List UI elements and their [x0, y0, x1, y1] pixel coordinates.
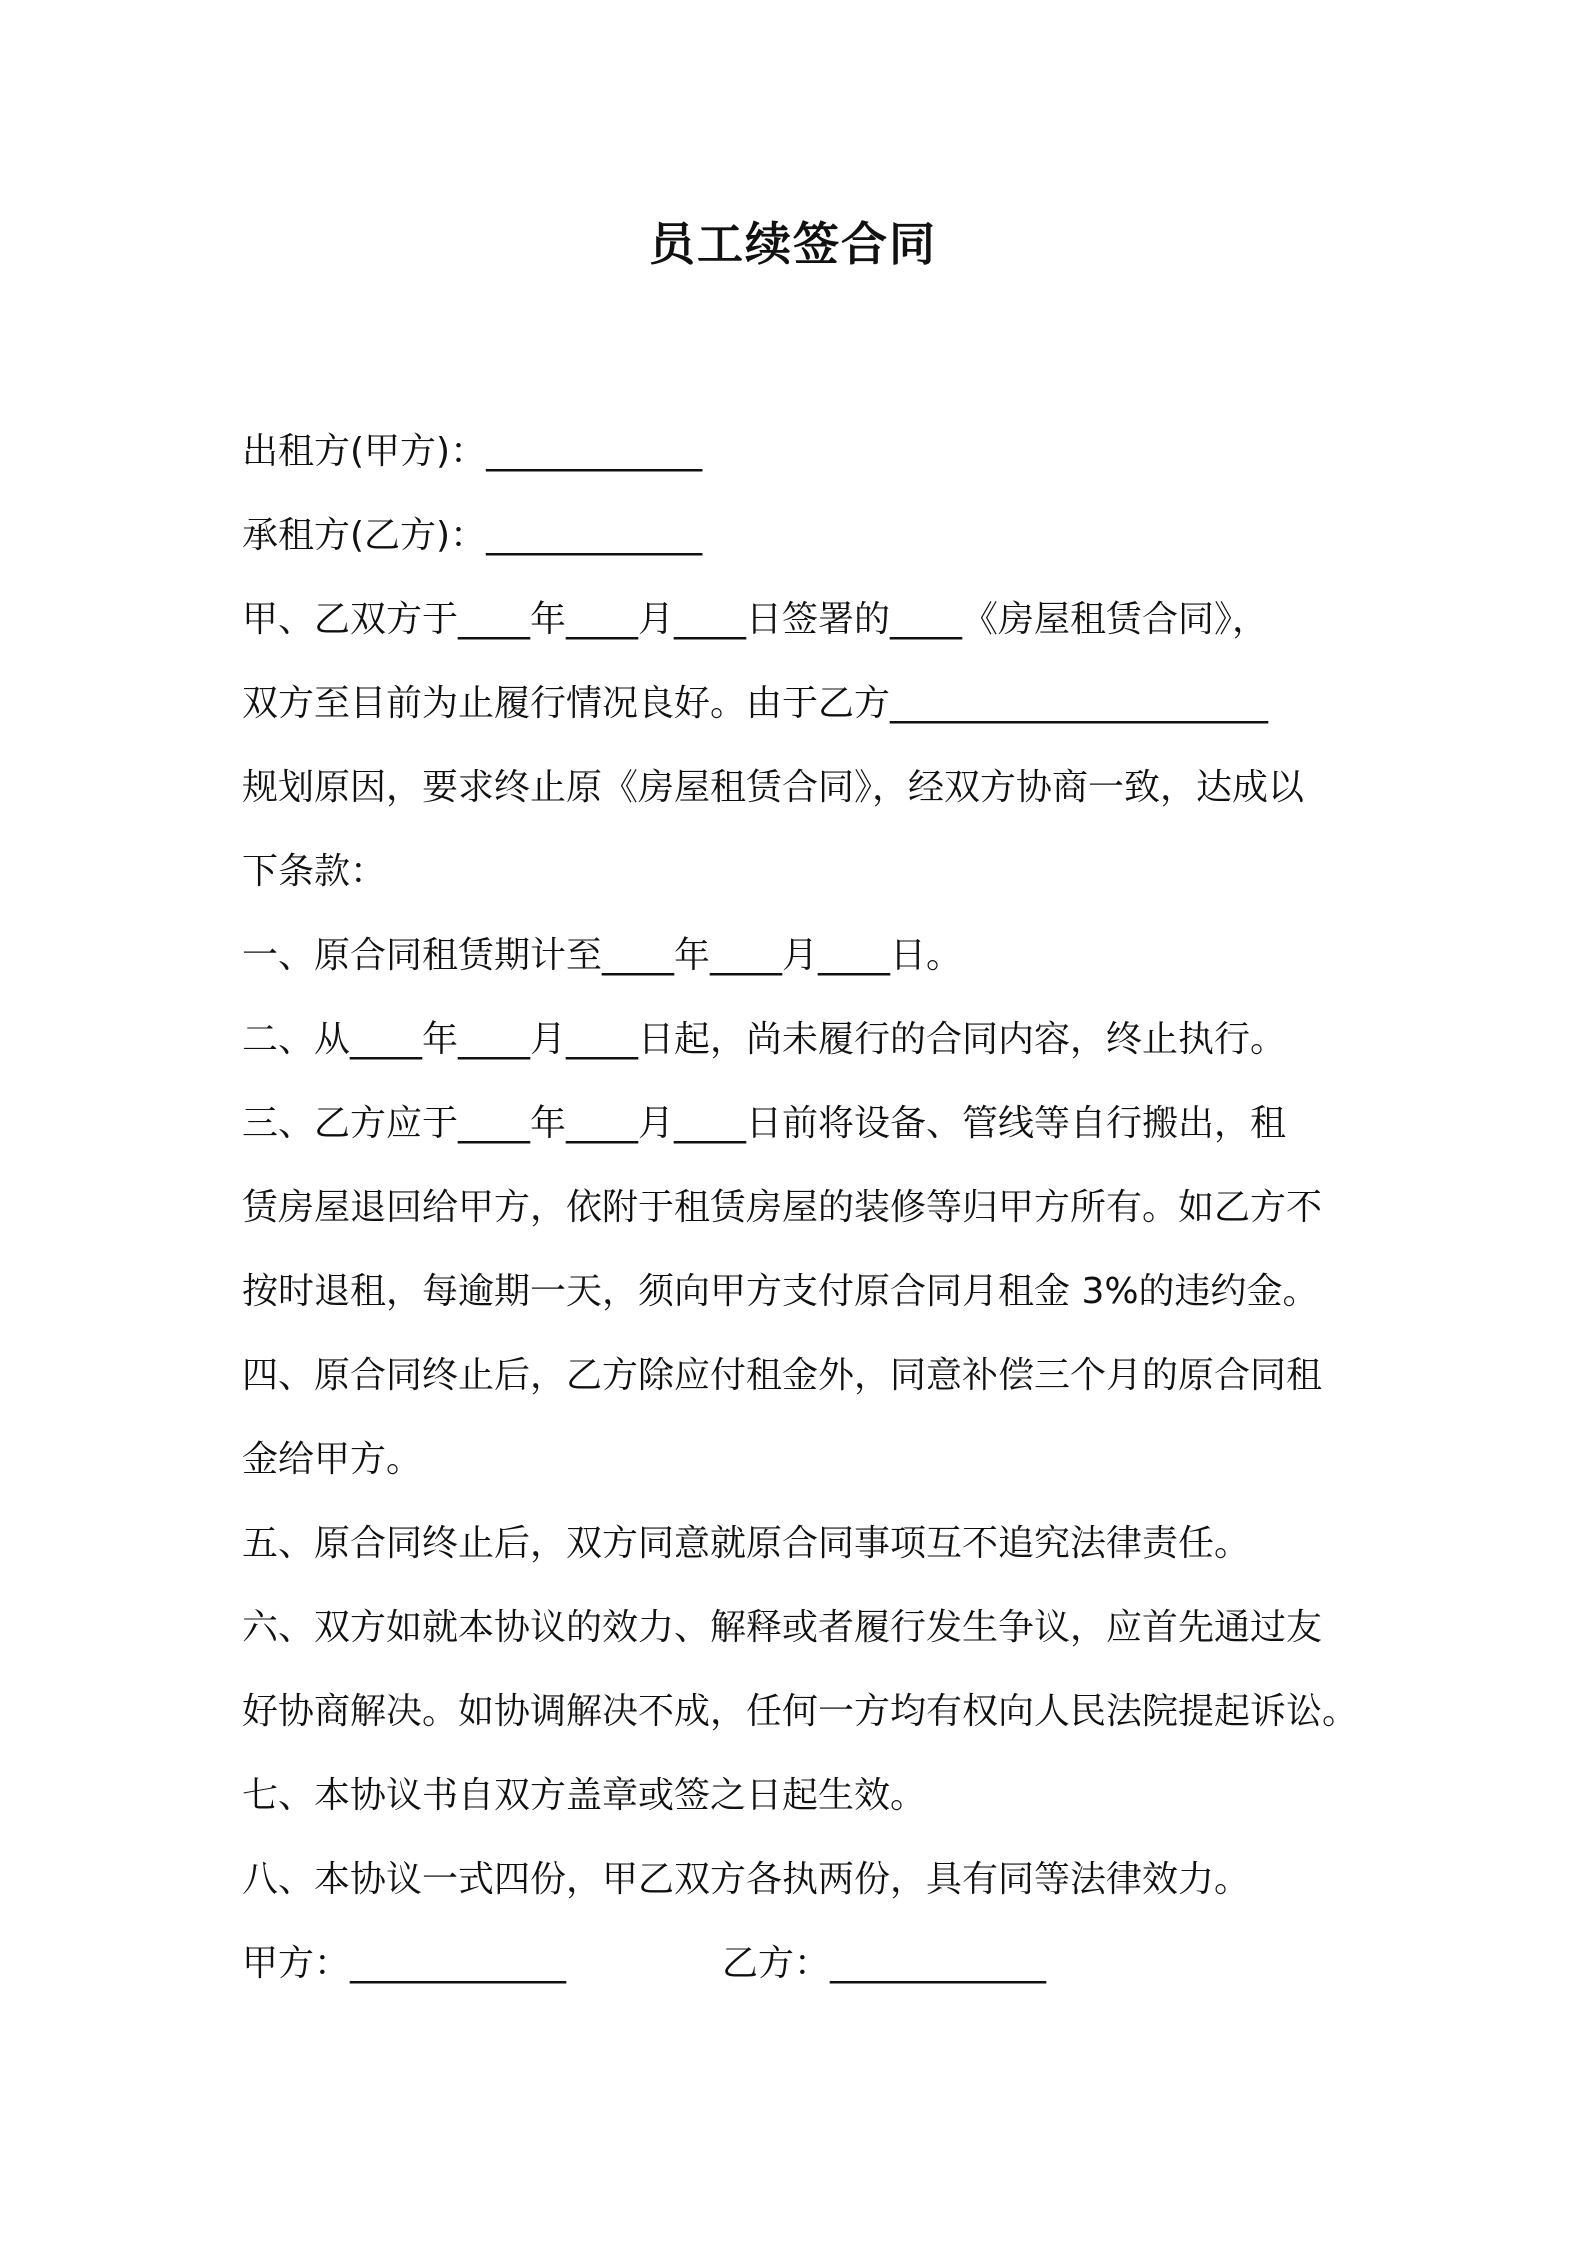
clause-7: 七、本协议书自双方盖章或签之日起生效。: [242, 1775, 927, 1816]
paragraph-line: 下条款：: [242, 851, 387, 892]
clause-3-cont: 按时退租，每逾期一天，须向甲方支付原合同月租金 3%的违约金。: [242, 1271, 1319, 1312]
clause-3: 三、乙方应于____年____月____日前将设备、管线等自行搬出，租: [242, 1103, 1287, 1144]
clause-6: 六、双方如就本协议的效力、解释或者履行发生争议，应首先通过友: [242, 1607, 1323, 1648]
lessee-line: 承租方(乙方)：____________: [242, 515, 703, 556]
clause-1: 一、原合同租赁期计至____年____月____日。: [242, 935, 963, 976]
clause-8: 八、本协议一式四份，甲乙双方各执两份，具有同等法律效力。: [242, 1859, 1251, 1900]
clause-3-cont: 赁房屋退回给甲方，依附于租赁房屋的装修等归甲方所有。如乙方不: [242, 1187, 1323, 1228]
party-b-signature: 乙方：____________: [722, 1943, 1047, 1984]
clause-4: 四、原合同终止后，乙方除应付租金外，同意补偿三个月的原合同租: [242, 1355, 1323, 1396]
clause-4-cont: 金给甲方。: [242, 1439, 423, 1480]
clause-6-cont: 好协商解决。如协调解决不成，任何一方均有权向人民法院提起诉讼。: [242, 1691, 1359, 1732]
document-title: 员工续签合同: [649, 217, 937, 271]
signature-row: [242, 1922, 1362, 2006]
clause-5: 五、原合同终止后，双方同意就原合同事项互不追究法律责任。: [242, 1523, 1251, 1564]
document-body: [242, 410, 1362, 2006]
clause-2: 二、从____年____月____日起，尚未履行的合同内容，终止执行。: [242, 1019, 1287, 1060]
paragraph-line: 甲、乙双方于____年____月____日签署的____《房屋租赁合同》，: [242, 599, 1269, 640]
paragraph-line: 双方至目前为止履行情况良好。由于乙方_____________________: [242, 683, 1269, 724]
party-a-signature: 甲方：____________: [242, 1943, 567, 1984]
paragraph-line: 规划原因，要求终止原《房屋租赁合同》，经双方协商一致，达成以: [242, 767, 1305, 808]
lessor-line: 出租方(甲方)：____________: [242, 431, 703, 472]
